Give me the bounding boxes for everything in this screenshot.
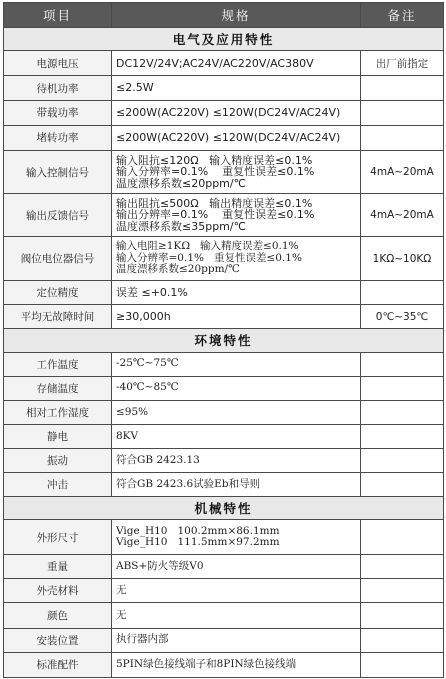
value-line: ≤95% (116, 405, 149, 418)
value-line: ≤200W(AC220V) ≤120W(DC24V/AC24V) (116, 105, 341, 119)
row-value (112, 555, 361, 579)
section-title: 机械特性 (4, 497, 444, 520)
row-value (112, 100, 361, 125)
value-line: ABS+防火等级V0 (116, 559, 204, 572)
table-row (4, 473, 444, 497)
row-note (361, 652, 444, 677)
value-line: 符合GB 2423.13 (116, 453, 200, 466)
row-note (361, 449, 444, 473)
row-note (361, 603, 444, 628)
table-row (4, 628, 444, 652)
row-value (112, 76, 361, 100)
value-line: ≥30,000h (116, 310, 171, 324)
row-label: 带载功率 (4, 100, 112, 125)
row-note: 4mA~20mA (361, 194, 444, 237)
value-line: 温度漂移系数≤20ppm/℃ (116, 263, 240, 276)
table-row (4, 400, 444, 424)
row-note: 1KΩ~10KΩ (361, 237, 444, 281)
row-label: 待机功率 (4, 76, 112, 100)
row-value (112, 150, 361, 193)
row-note (361, 376, 444, 400)
row-value (112, 579, 361, 603)
row-note (361, 400, 444, 424)
row-label: 外形尺寸 (4, 520, 112, 555)
table-row (4, 281, 444, 305)
row-label: 工作温度 (4, 352, 112, 376)
row-note: 0℃~35℃ (361, 305, 444, 329)
value-line: 无 (116, 608, 127, 621)
row-label: 静电 (4, 424, 112, 448)
value-line: 输入阻抗≤120Ω 输入精度误差≤0.1% (116, 153, 313, 167)
row-value (112, 376, 361, 400)
section-title: 电气及应用特性 (4, 28, 444, 51)
value-line: Vige_H10 111.5mm×97.2mm (116, 536, 280, 549)
row-label: 相对工作湿度 (4, 400, 112, 424)
value-line: 输入电阻≥1KΩ 输入精度误差≤0.1% (116, 240, 299, 253)
table-row (4, 652, 444, 677)
table-row (4, 305, 444, 329)
row-label: 阀位电位器信号 (4, 237, 112, 281)
row-value (112, 237, 361, 281)
row-note (361, 473, 444, 497)
value-line: 执行器内部 (116, 633, 169, 646)
value-line: 温度漂移系数≤35ppm/℃ (116, 219, 246, 233)
row-value (112, 424, 361, 448)
table-row (4, 237, 444, 281)
value-line: 输出阻抗≤500Ω 输出精度误差≤0.1% (116, 196, 313, 210)
value-line: ≤200W(AC220V) ≤120W(DC24V/AC24V) (116, 131, 341, 145)
row-value (112, 51, 361, 76)
row-label: 存储温度 (4, 376, 112, 400)
row-label: 颜色 (4, 603, 112, 628)
row-value (112, 400, 361, 424)
table-row (4, 449, 444, 473)
value-line: -25℃~75℃ (116, 357, 179, 370)
row-note: 出厂前指定 (361, 51, 444, 76)
row-label: 输出反馈信号 (4, 194, 112, 237)
row-label: 外壳材料 (4, 579, 112, 603)
table-row (4, 76, 444, 100)
row-note (361, 628, 444, 652)
value-line: DC12V/24V;AC24V/AC220V/AC380V (116, 56, 314, 70)
row-value (112, 305, 361, 329)
row-label: 重量 (4, 555, 112, 579)
table-row (4, 520, 444, 555)
value-line: 输入分辨率=0.1% 重复性误差≤0.1% (116, 165, 315, 179)
row-label: 冲击 (4, 473, 112, 497)
value-line: 无 (116, 584, 127, 597)
header-row (4, 3, 444, 28)
section-title: 环境特性 (4, 329, 444, 352)
row-note (361, 579, 444, 603)
section-header-row (4, 497, 444, 520)
table-row (4, 352, 444, 376)
spec-table (3, 2, 444, 678)
table-row (4, 150, 444, 193)
section-header-row (4, 28, 444, 51)
row-value (112, 652, 361, 677)
table-row (4, 51, 444, 76)
value-line: ≤2.5W (116, 81, 154, 95)
row-value (112, 628, 361, 652)
row-note (361, 555, 444, 579)
value-line: 符合GB 2423.6试验Eb和导则 (116, 478, 261, 491)
row-label: 安装位置 (4, 628, 112, 652)
row-note (361, 520, 444, 555)
row-note (361, 352, 444, 376)
row-value (112, 473, 361, 497)
row-label: 定位精度 (4, 281, 112, 305)
row-value (112, 449, 361, 473)
section-header-row (4, 329, 444, 352)
value-line: Vige_H10 100.2mm×86.1mm (116, 524, 280, 537)
table-row (4, 579, 444, 603)
header-item: 项目 (4, 3, 112, 28)
value-line: 输出分辨率=0.1% 重复性误差≤0.1% (116, 208, 315, 222)
table-row (4, 100, 444, 125)
row-label: 标准配件 (4, 652, 112, 677)
table-row (4, 603, 444, 628)
row-label: 输入控制信号 (4, 150, 112, 193)
row-value (112, 281, 361, 305)
header-note: 备注 (361, 3, 444, 28)
table-row (4, 376, 444, 400)
header-spec: 规格 (112, 3, 361, 28)
row-label: 平均无故障时间 (4, 305, 112, 329)
spec-table-body (4, 3, 444, 678)
value-line: 温度漂移系数≤20ppm/℃ (116, 176, 246, 190)
row-note: 4mA~20mA (361, 150, 444, 193)
row-value (112, 194, 361, 237)
row-label: 振动 (4, 449, 112, 473)
row-note (361, 125, 444, 150)
row-note (361, 76, 444, 100)
table-row (4, 424, 444, 448)
value-line: -40℃~85℃ (116, 381, 179, 394)
row-label: 电源电压 (4, 51, 112, 76)
row-note (361, 281, 444, 305)
row-note (361, 424, 444, 448)
value-line: 5PIN绿色接线端子和8PIN绿色接线端 (116, 658, 297, 671)
row-note (361, 100, 444, 125)
value-line: 误差 ≤+0.1% (116, 285, 188, 299)
table-row (4, 194, 444, 237)
row-value (112, 125, 361, 150)
row-label: 堵转功率 (4, 125, 112, 150)
value-line: 输入分辨率=0.1% 重复性误差≤0.1% (116, 251, 302, 264)
row-value (112, 603, 361, 628)
table-row (4, 125, 444, 150)
value-line: 8KV (116, 429, 139, 442)
table-row (4, 555, 444, 579)
row-value (112, 520, 361, 555)
row-value (112, 352, 361, 376)
